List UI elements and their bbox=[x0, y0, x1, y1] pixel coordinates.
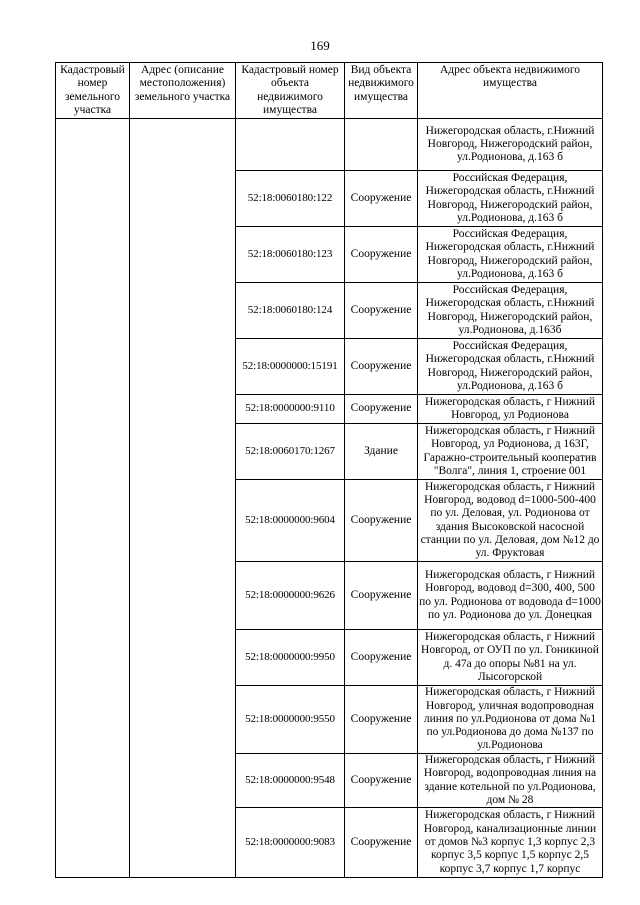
object-cadastral-number: 52:18:0000000:9604 bbox=[236, 480, 345, 562]
object-kind bbox=[345, 119, 418, 171]
object-cadastral-number: 52:18:0000000:9083 bbox=[236, 808, 345, 878]
object-cadastral-number bbox=[236, 119, 345, 171]
land-address-cell bbox=[130, 119, 236, 878]
table-header-row bbox=[56, 63, 603, 119]
object-cadastral-number: 52:18:0000000:9950 bbox=[236, 630, 345, 686]
object-kind: Сооружение bbox=[345, 630, 418, 686]
object-cadastral-number: 52:18:0000000:9110 bbox=[236, 395, 345, 424]
object-kind: Сооружение bbox=[345, 562, 418, 630]
object-kind: Сооружение bbox=[345, 171, 418, 227]
object-address: Нижегородская область, г Нижний Новгород, ул Родионова, д 163Г, Гаражно-строительный кооператив "Волга", линия 1, строение 001 bbox=[418, 424, 603, 480]
object-address: Нижегородская область, г Нижний Новгород, уличная водопроводная линия по ул.Родионова от дома №1 по ул.Родионова до дома №137 по ул.Родионова bbox=[418, 686, 603, 754]
object-kind: Сооружение bbox=[345, 395, 418, 424]
property-table bbox=[55, 62, 603, 878]
object-address: Российская Федерация, Нижегородская область, г.Нижний Новгород, Нижегородский район, ул.Родионова, д.163б bbox=[418, 283, 603, 339]
object-cadastral-number: 52:18:0000000:9548 bbox=[236, 754, 345, 808]
object-address: Российская Федерация, Нижегородская область, г.Нижний Новгород, Нижегородский район, ул.Родионова, д.163 б bbox=[418, 171, 603, 227]
object-address: Нижегородская область, г Нижний Новгород, ул Родионова bbox=[418, 395, 603, 424]
object-address: Нижегородская область, г Нижний Новгород, водовод d=300, 400, 500 по ул. Родионова от водовода d=1000 по ул. Родионова до ул. Донецкая bbox=[418, 562, 603, 630]
object-cadastral-number: 52:18:0000000:9550 bbox=[236, 686, 345, 754]
land-cadastral-number-cell bbox=[56, 119, 130, 878]
header-land-cadastral-number: Кадастровый номер земельного участка bbox=[56, 63, 130, 119]
object-address: Нижегородская область, г Нижний Новгород, водовод d=1000-500-400 по ул. Деловая, ул. Родионова от здания Высоковской насосной станции по ул. Деловая, дом №12 до ул. Фруктовая bbox=[418, 480, 603, 562]
page-number: 169 bbox=[310, 38, 330, 53]
object-address: Нижегородская область, г.Нижний Новгород, Нижегородский район, ул.Родионова, д.163 б bbox=[418, 119, 603, 171]
object-address: Российская Федерация, Нижегородская область, г.Нижний Новгород, Нижегородский район, ул.Родионова, д.163 б bbox=[418, 227, 603, 283]
object-cadastral-number: 52:18:0060170:1267 bbox=[236, 424, 345, 480]
object-kind: Сооружение bbox=[345, 686, 418, 754]
object-kind: Сооружение bbox=[345, 283, 418, 339]
object-kind: Сооружение bbox=[345, 808, 418, 878]
object-kind: Сооружение bbox=[345, 227, 418, 283]
object-cadastral-number: 52:18:0060180:123 bbox=[236, 227, 345, 283]
object-cadastral-number: 52:18:0000000:9626 bbox=[236, 562, 345, 630]
object-address: Нижегородская область, г Нижний Новгород, водопроводная линия на здание котельной по ул.Родионова, дом № 28 bbox=[418, 754, 603, 808]
header-object-kind: Вид объекта недвижимого имущества bbox=[345, 63, 418, 119]
table-row bbox=[56, 119, 603, 171]
object-address: Нижегородская область, г Нижний Новгород, канализационные линии от домов №3 корпус 1,3 корпус 2,3 корпус 3,5 корпус 1,5 корпус 2,5 корпус 3,7 корпус 1,7 корпус bbox=[418, 808, 603, 878]
object-address: Нижегородская область, г Нижний Новгород, от ОУП по ул. Гоникиной д. 47а до опоры №81 на ул. Лысогорской bbox=[418, 630, 603, 686]
header-land-address: Адрес (описание местоположения) земельного участка bbox=[130, 63, 236, 119]
header-object-cadastral-number: Кадастровый номер объекта недвижимого имущества bbox=[236, 63, 345, 119]
object-kind: Сооружение bbox=[345, 754, 418, 808]
object-cadastral-number: 52:18:0060180:124 bbox=[236, 283, 345, 339]
object-cadastral-number: 52:18:0060180:122 bbox=[236, 171, 345, 227]
header-object-address: Адрес объекта недвижимого имущества bbox=[418, 63, 603, 119]
object-cadastral-number: 52:18:0000000:15191 bbox=[236, 339, 345, 395]
object-kind: Сооружение bbox=[345, 339, 418, 395]
object-kind: Сооружение bbox=[345, 480, 418, 562]
object-kind: Здание bbox=[345, 424, 418, 480]
object-address: Российская Федерация, Нижегородская область, г.Нижний Новгород, Нижегородский район, ул.Родионова, д.163 б bbox=[418, 339, 603, 395]
